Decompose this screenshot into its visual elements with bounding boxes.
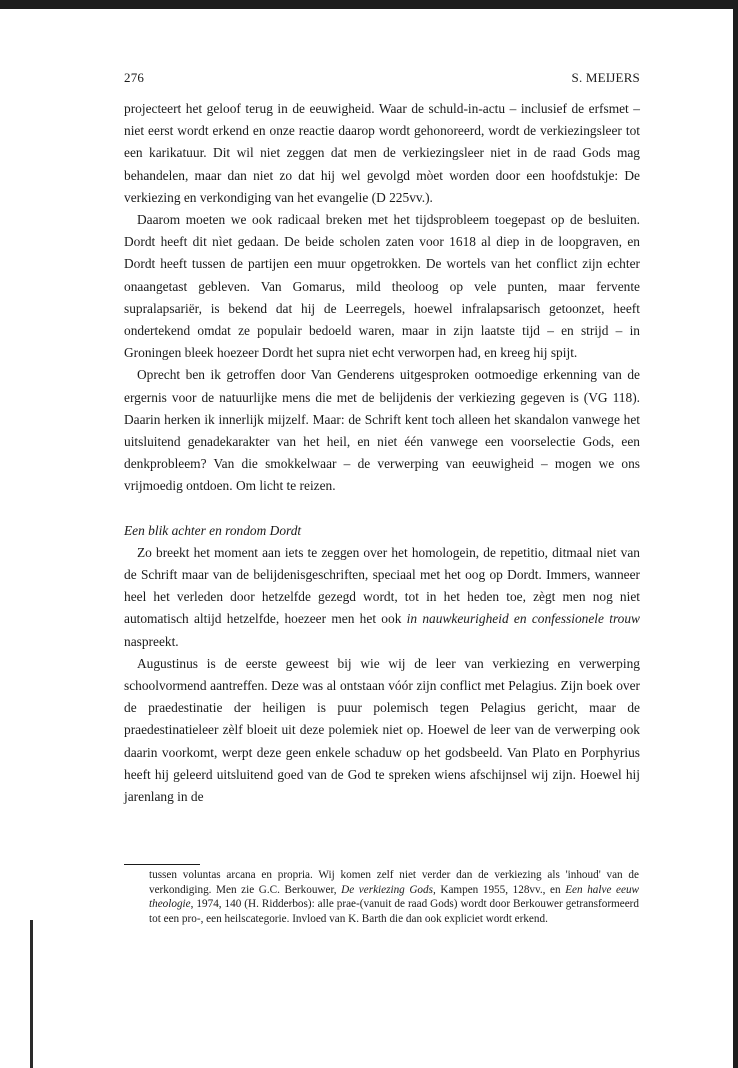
footnote-book-title: De verkiezing Gods,	[341, 883, 436, 896]
section-spacer	[124, 498, 640, 520]
page-number: 276	[124, 70, 145, 85]
paragraph: Oprecht ben ik getroffen door Van Genderens uitgesproken ootmoedige erkenning van de ergernis voor de natuurlijke mens die met de belijdenis der verkiezing gegeven is (VG 118). Daarin herken ik innerlijk mijzelf. Maar: de Schrift kent toch alleen het skandalon vanwege het uitsluitend genadekarakter van het heil, en niet één vanwege een voorselectie Gods, een denkprobleem? Van die smokkelwaar – de verwerping van eeuwigheid – mogen we ons vrijmoedig ontdoen. Om licht te reizen.	[124, 367, 640, 494]
footnote	[149, 868, 639, 926]
paragraph-text: Zo breekt het moment aan iets te zeggen over het homologein, de repetitio, ditmaal niet van de Schrift maar van de belijdenisgeschriften, speciaal met het oog op Dordt. Immers, wanneer heel het verleden door hetzelfde gezegd wordt, tot in het heden toe, zègt men nog niet automatisch altijd hetzelfde, hoezeer men het ook	[124, 544, 640, 627]
footnote-part: , 1974, 140 (H. Ridderbos): alle prae-(vanuit de raad Gods) wordt door Berkouwer getransformeerd tot een pro-, een heilscategorie. Invloed van K. Barth die dan ook expliciet wordt erkend.	[149, 898, 639, 925]
running-header	[124, 70, 640, 86]
footnote-text	[149, 868, 639, 926]
body-text	[124, 98, 640, 808]
paragraph	[124, 542, 640, 653]
paragraph: Augustinus is de eerste geweest bij wie wij de leer van verkiezing en verwerping schoolvormend aantreffen. Deze was al ontstaan vóór zijn conflict met Pelagius. Zijn boek over de praedestinatie der heiligen is puur polemisch tegen Pelagius gericht, maar de praedestinatieleer zèlf bloeit uit deze polemiek niet op. Hoewel de leer van de verwerping ook daarin voorkomt, werpt deze geen enkele schaduw op het godsbeeld. Van Plato en Porphyrius heeft hij geleerd uitsluitend goed van de God te spreken wiens afschijnsel wij zijn. Hoewel hij jarenlang in de	[124, 655, 640, 805]
footnote-part: tussen voluntas arcana en propria. Wij komen zelf niet verder dan de verkiezing als 'inhoud' van de verkondiging. Men zie G.C. Berkouwer,	[149, 869, 639, 896]
paragraph-text-end: naspreekt.	[124, 633, 179, 649]
footnote-part: Kampen 1955, 128vv., en	[435, 883, 566, 896]
footnote-book-title: Een halve eeuw theologie	[149, 883, 640, 911]
paragraph-emphasis: in nauwkeurigheid en confessionele trouw	[406, 611, 640, 627]
footnote-rule	[124, 864, 200, 865]
paragraph: Daarom moeten we ook radicaal breken met het tijdsprobleem toegepast op de besluiten. Dordt heeft dit nìet gedaan. De beide scholen zaten voor 1618 al diep in de loopgraven, en Dordt heeft tussen de partijen een muur opgetrokken. De wortels van het conflict zijn echter onaangetast gebleven. Van Gomarus, mild theoloog op vele punten, maar fervente supralapsariër, is bekend dat hij de Leerregels, hoewel infralapsarisch getoonzet, heeft ondertekend omdat ze populair bedoeld waren, maar in zijn laatste tijd – en strijd – in Groningen bleek hoezeer Dordt het supra niet echt verworpen had, en kreeg hij spijt.	[124, 212, 640, 361]
section-heading: Een blik achter en rondom Dordt	[124, 522, 302, 538]
paragraph: projecteert het geloof terug in de eeuwigheid. Waar de schuld-in-actu – inclusief de erfsmet – niet eerst wordt erkend en onze reactie daarop wordt gehonoreerd, wordt de verkiezingsleer tot een karikatuur. Dit wil niet zeggen dat men de verkiezingsleer niet in de raad Gods mag behandelen, maar dan niet zo dat hij wel gevolgd mòet worden door een hoofdstukje: De verkiezing en verkondiging van het evangelie (D 225vv.).	[124, 101, 640, 205]
author-name: S. MEIJERS	[571, 70, 640, 85]
